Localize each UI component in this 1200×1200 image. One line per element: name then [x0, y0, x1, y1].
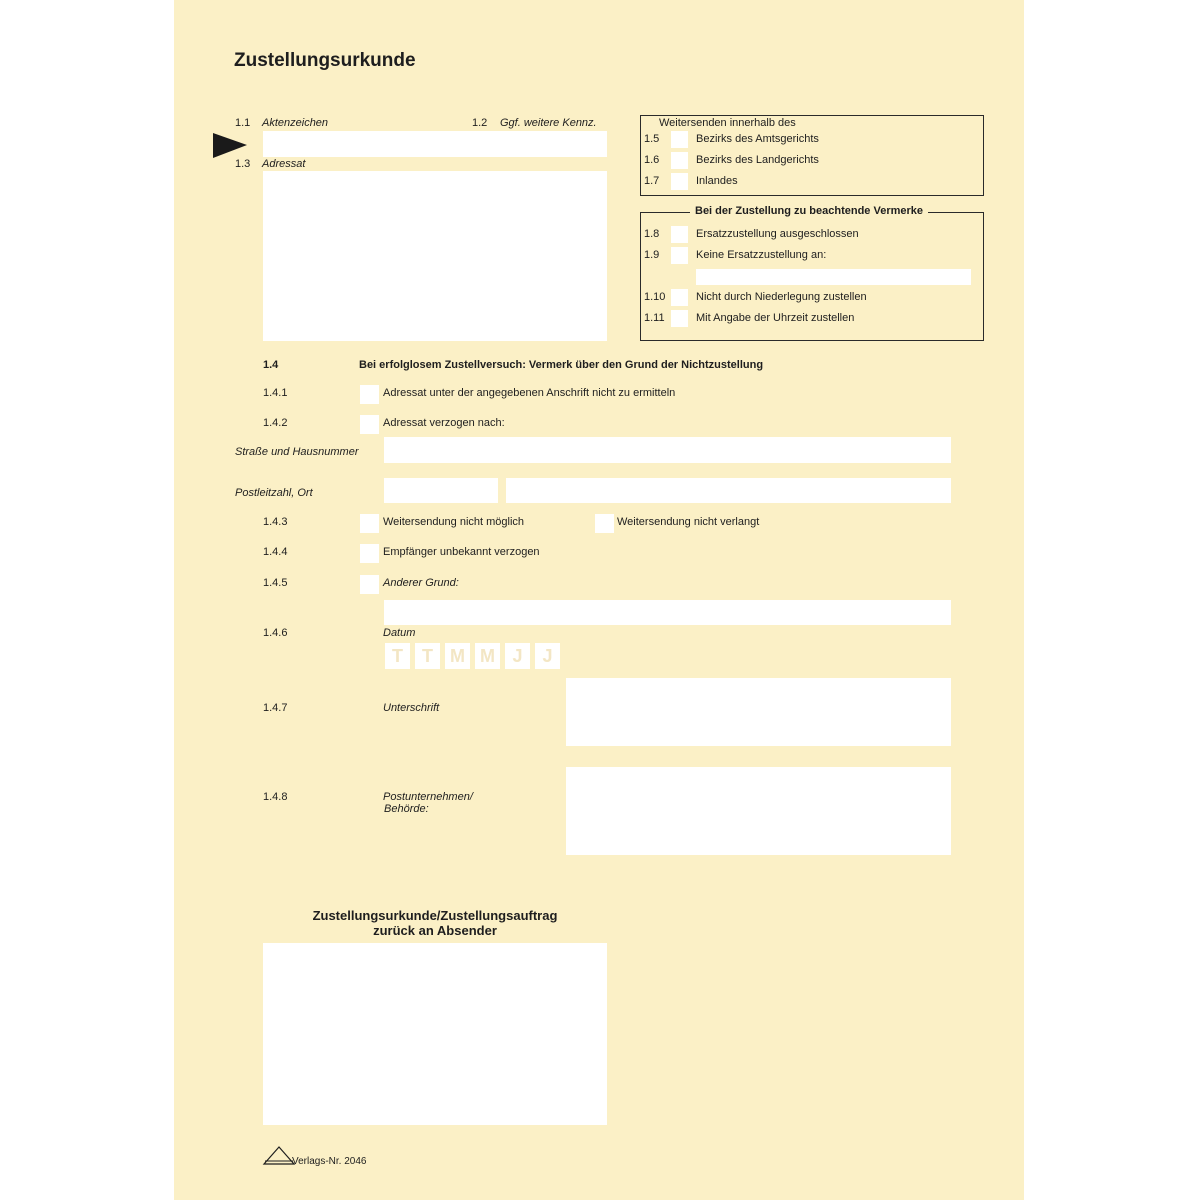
checkbox-1-7[interactable]: [671, 173, 688, 190]
field-1-1-number: 1.1: [235, 117, 251, 129]
item-1-4-4-number: 1.4.4: [263, 546, 288, 558]
item-1-4-4-label: Empfänger unbekannt verzogen: [383, 546, 540, 558]
signature-field[interactable]: [566, 678, 951, 746]
item-1-4-6-number: 1.4.6: [263, 627, 288, 639]
other-reason-field[interactable]: [384, 600, 951, 625]
item-1-4-7-label: Unterschrift: [383, 702, 440, 714]
item-1-4-8-label-line1: Postunternehmen/: [383, 791, 473, 803]
return-address-field[interactable]: [263, 943, 607, 1125]
checkbox-1-4-2[interactable]: [360, 415, 379, 434]
section-1-4-number: 1.4: [263, 359, 279, 371]
item-1-4-2-label: Adressat verzogen nach:: [383, 417, 505, 429]
date-day-digit-1[interactable]: T: [385, 643, 410, 669]
date-day-digit-2[interactable]: T: [415, 643, 440, 669]
checkbox-1-4-3a[interactable]: [360, 514, 379, 533]
item-1-11-number: 1.11: [644, 312, 665, 324]
field-1-3-label: Adressat: [262, 158, 306, 170]
item-1-7-label: Inlandes: [696, 175, 738, 187]
street-label: Straße und Hausnummer: [235, 446, 359, 458]
item-1-4-1-number: 1.4.1: [263, 387, 288, 399]
item-1-4-7-number: 1.4.7: [263, 702, 288, 714]
aktenzeichen-field[interactable]: [263, 131, 607, 157]
item-1-5-label: Bezirks des Amtsgerichts: [696, 133, 819, 145]
page-title: Zustellungsurkunde: [234, 50, 416, 71]
item-1-9-number: 1.9: [644, 249, 660, 261]
city-field[interactable]: [506, 478, 951, 503]
field-1-2-label: Ggf. weitere Kennz.: [500, 117, 597, 129]
checkbox-1-5[interactable]: [671, 131, 688, 148]
checkbox-1-4-4[interactable]: [360, 544, 379, 563]
item-1-4-3a-label: Weitersendung nicht möglich: [383, 516, 525, 528]
item-1-4-8-number: 1.4.8: [263, 791, 288, 803]
date-month-digit-1[interactable]: M: [445, 643, 470, 669]
item-1-4-3-number: 1.4.3: [263, 516, 288, 528]
return-heading-line2: zurück an Absender: [373, 923, 497, 938]
item-1-7-number: 1.7: [644, 175, 660, 187]
item-1-9-label: Keine Ersatzzustellung an:: [696, 249, 827, 261]
forwarding-title: Weitersenden innerhalb des: [654, 117, 801, 130]
date-month-digit-2[interactable]: M: [475, 643, 500, 669]
checkbox-1-4-5[interactable]: [360, 575, 379, 594]
postal-city-label: Postleitzahl, Ort: [235, 487, 313, 499]
adressat-field[interactable]: [263, 171, 607, 341]
postal-code-field[interactable]: [384, 478, 498, 503]
item-1-4-6-label: Datum: [383, 627, 416, 639]
notes-title: Bei der Zustellung zu beachtende Vermerke: [690, 205, 928, 218]
item-1-4-5-number: 1.4.5: [263, 577, 288, 589]
form-page: [174, 0, 1024, 1200]
publisher-number: Verlags-Nr. 2046: [292, 1156, 367, 1167]
postal-authority-field[interactable]: [566, 767, 951, 855]
field-1-3-number: 1.3: [235, 158, 251, 170]
item-1-10-number: 1.10: [644, 291, 666, 303]
pointer-arrow-icon: [213, 133, 249, 159]
section-1-4-heading: Bei erfolglosem Zustellversuch: Vermerk über den Grund der Nichtzustellung: [359, 359, 764, 371]
checkbox-1-11[interactable]: [671, 310, 688, 327]
street-field[interactable]: [384, 437, 951, 463]
item-1-10-label: Nicht durch Niederlegung zustellen: [696, 291, 867, 303]
item-1-11-label: Mit Angabe der Uhrzeit zustellen: [696, 312, 855, 324]
checkbox-1-4-3b[interactable]: [595, 514, 614, 533]
date-year-digit-2[interactable]: J: [535, 643, 560, 669]
item-1-4-2-number: 1.4.2: [263, 417, 288, 429]
item-1-8-number: 1.8: [644, 228, 660, 240]
checkbox-1-9[interactable]: [671, 247, 688, 264]
checkbox-1-8[interactable]: [671, 226, 688, 243]
field-1-2-number: 1.2: [472, 117, 488, 129]
item-1-4-8-label-line2: Behörde:: [384, 803, 429, 815]
item-1-4-5-label: Anderer Grund:: [383, 577, 459, 589]
item-1-5-number: 1.5: [644, 133, 660, 145]
item-1-6-label: Bezirks des Landgerichts: [696, 154, 819, 166]
date-year-digit-1[interactable]: J: [505, 643, 530, 669]
publisher-logo-icon: [262, 1146, 296, 1166]
checkbox-1-10[interactable]: [671, 289, 688, 306]
item-1-4-3b-label: Weitersendung nicht verlangt: [617, 516, 760, 528]
item-1-4-1-label: Adressat unter der angegebenen Anschrift nicht zu ermitteln: [383, 387, 676, 399]
no-substitute-recipient-field[interactable]: [696, 269, 971, 285]
item-1-8-label: Ersatzzustellung ausgeschlossen: [696, 228, 859, 240]
return-heading: [263, 908, 607, 938]
checkbox-1-6[interactable]: [671, 152, 688, 169]
item-1-6-number: 1.6: [644, 154, 660, 166]
return-heading-line1: Zustellungsurkunde/Zustellungsauftrag: [312, 908, 558, 923]
field-1-1-label: Aktenzeichen: [262, 117, 329, 129]
checkbox-1-4-1[interactable]: [360, 385, 379, 404]
